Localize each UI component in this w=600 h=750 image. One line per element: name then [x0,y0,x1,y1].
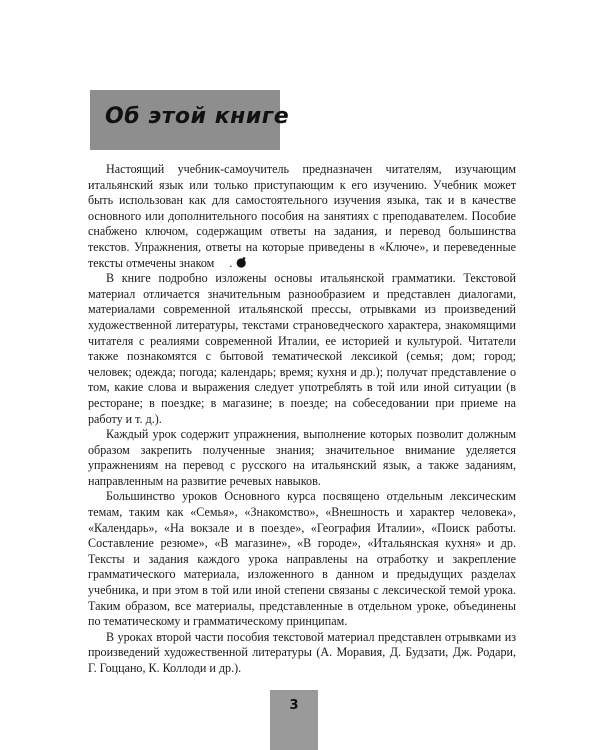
paragraph-5: В уроках второй части пособия текстовой материал представлен отрывками из произведений художественной литературы (А. Моравия, Д. Будзати, Дж. Родари, Г. Гоццано, К. Коллоди и др.). [88,629,516,675]
body-text [88,162,516,677]
lightbulb-icon [218,257,229,268]
paragraph-1-text: Настоящий учебник-самоучитель предназначен читателям, изучающим итальянский язык или только приступающим к его изучению. Учебник может быть использован как для самостоятельного изучения языка, так и в качестве основного или дополнительного пособия на занятиях с преподавателем. Пособие снабжено ключом, содержащим ответы на задания, и перевод большинства текстов. Упражнения, ответы на которые приведены в «Ключе», и переведенные тексты отмечены знаком [88,162,516,270]
paragraph-4: Большинство уроков Основного курса посвящено отдельным лексическим темам, таким как «Семья», «Знакомство», «Внешность и характер человека», «Календарь», «На вокзале и в поезде», «География Италии», «Поиск работы. Составление резюме», «В магазине», «В городе», «Итальянская кухня» и др. Тексты и задания каждого урока направлены на отработку и закрепление грамматического материала, изложенного в данном и предыдущих разделах учебника, и при этом в той или иной степени связаны с лексической темой урока. Таким образом, все материалы, представленные в отдельном уроке, объединены по тематическому и грамматическому принципам. [88,489,516,629]
paragraph-3: Каждый урок содержит упражнения, выполнение которых позволит должным образом закрепить полученные знания; значительное внимание уделяется упражнениям на перевод с русского на итальянский язык, а также заданиям, направленным на развитие речевых навыков. [88,427,516,488]
page-title: Об этой книге [105,104,290,129]
paragraph-2: В книге подробно изложены основы итальянской грамматики. Текстовой материал отличается значительным разнообразием и представлен диалогами, материалами современной итальянской прессы, отрывками из произведений художественной литературы, текстами страноведческого характера, знакомящими читателя с реалиями современной Италии, ее историей и культурой. Читатели также познакомятся с бытовой тематической лексикой (семья; дом; город; человек; одежда; погода; календарь; время; кухня и др.); получат представление о том, какие слова и выражения следует употреблять в той или иной ситуации (в ресторане; в поездке; в магазине; в поезде; на собеседовании при приеме на работу и т. д.). [88,271,516,426]
page-number: 3 [289,698,299,713]
paragraph-1: Настоящий учебник-самоучитель предназначен читателям, изучающим итальянский язык или только приступающим к его изучению. Учебник может быть использован как для самостоятельного изучения языка, так и в качестве основного или дополнительного пособия на занятиях с преподавателем. Пособие снабжено ключом, содержащим ответы на задания, и перевод большинства текстов. Упражнения, ответы на которые приведены в «Ключе», и переведенные тексты отмечены знаком . [88,162,516,270]
